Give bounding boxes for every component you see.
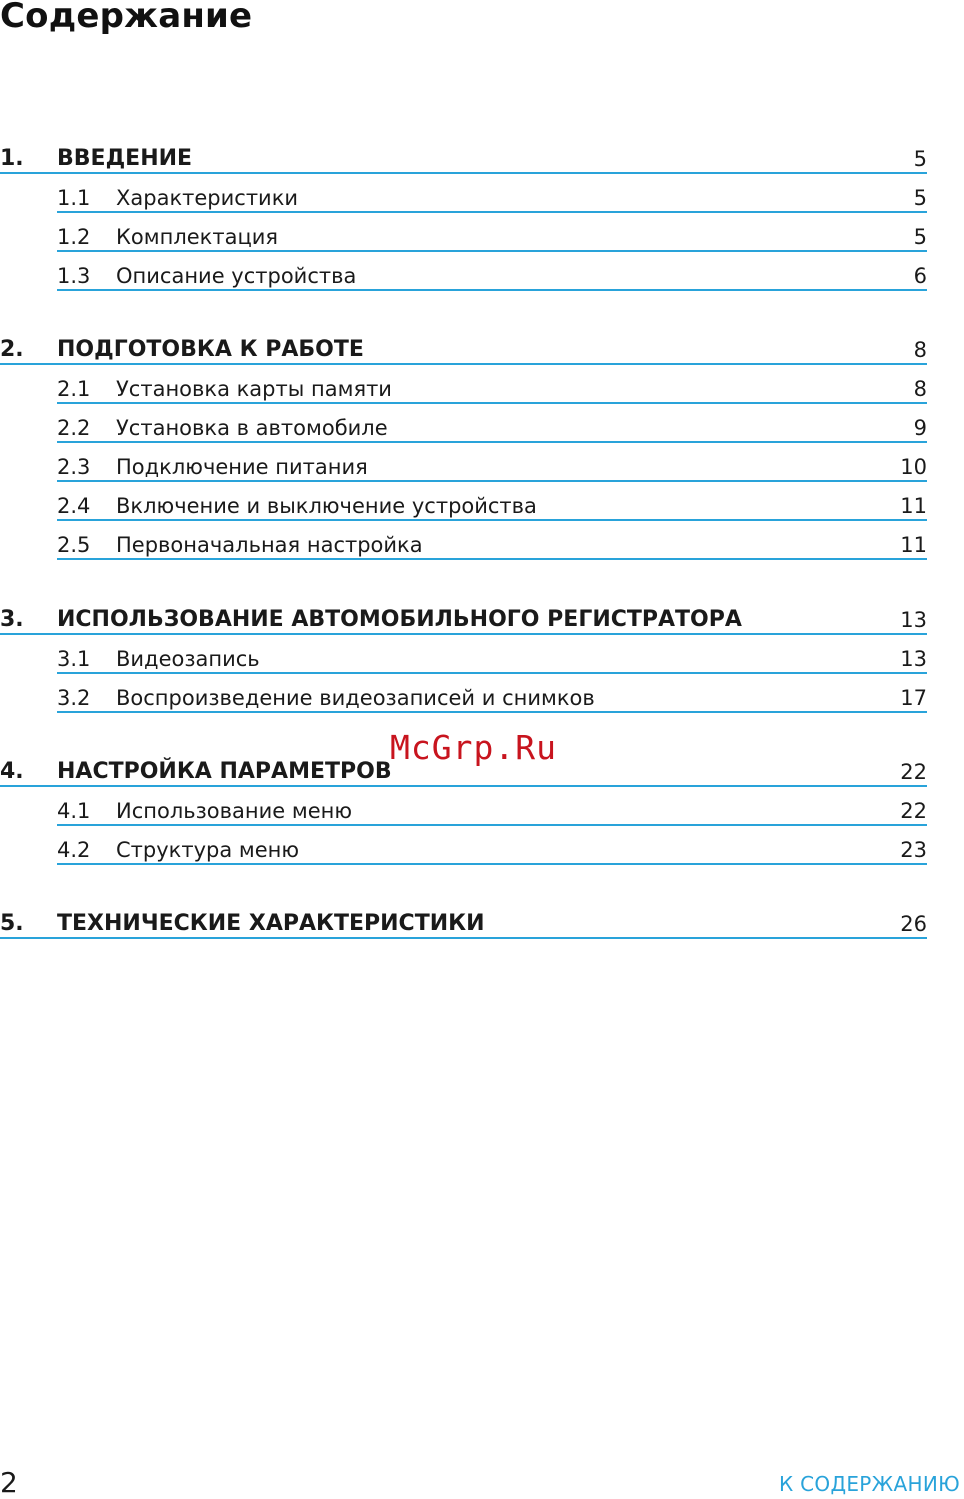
toc-entry-label: ВВЕДЕНИЕ [57, 146, 193, 171]
toc-entry-page: 11 [900, 494, 927, 518]
toc-entry-page: 22 [900, 799, 927, 823]
toc-entry-number: 3.2 [57, 686, 91, 710]
toc-entry-page: 10 [900, 455, 927, 479]
toc-entry-1[interactable] [0, 144, 927, 174]
toc-entry-page: 9 [913, 416, 927, 440]
toc-entry-number: 2.2 [57, 416, 91, 440]
back-to-contents-link[interactable]: К СОДЕРЖАНИЮ [778, 1472, 960, 1496]
toc-entry-label: Характеристики [116, 186, 299, 210]
toc-entry-label: Воспроизведение видеозаписей и снимков [116, 686, 595, 710]
toc-entry-page: 6 [913, 264, 927, 288]
toc-entry-2-1[interactable] [57, 374, 927, 404]
toc-entry-number: 4. [0, 759, 24, 784]
toc-entry-label: Комплектация [116, 225, 279, 249]
toc-entry-page: 5 [913, 225, 927, 249]
toc-entry-number: 2.5 [57, 533, 91, 557]
page-title: Содержание [0, 0, 253, 36]
page-number: 2 [0, 1466, 18, 1499]
toc-entry-1-3[interactable] [57, 261, 927, 291]
toc-entry-3-2[interactable] [57, 683, 927, 713]
toc-entry-page: 11 [900, 533, 927, 557]
toc-entry-number: 1.1 [57, 186, 91, 210]
toc-entry-number: 2.1 [57, 377, 91, 401]
toc-entry-page: 8 [913, 338, 927, 362]
toc-entry-page: 5 [913, 147, 927, 171]
toc-entry-1-2[interactable] [57, 222, 927, 252]
toc-entry-page: 5 [913, 186, 927, 210]
toc-entry-page: 23 [900, 838, 927, 862]
toc-entry-3[interactable] [0, 605, 927, 635]
toc-entry-number: 1. [0, 146, 24, 171]
toc-entry-2-5[interactable] [57, 530, 927, 560]
toc-entry-1-1[interactable] [57, 183, 927, 213]
toc-entry-label: НАСТРОЙКА ПАРАМЕТРОВ [57, 759, 392, 784]
toc-entry-label: Первоначальная настройка [116, 533, 423, 557]
toc-entry-label: Включение и выключение устройства [116, 494, 537, 518]
toc-entry-2-2[interactable] [57, 413, 927, 443]
toc-entry-5[interactable] [0, 909, 927, 939]
toc-entry-2-3[interactable] [57, 452, 927, 482]
toc-entry-page: 13 [900, 608, 927, 632]
toc-entry-label: Подключение питания [116, 455, 368, 479]
toc-entry-label: Установка в автомобиле [116, 416, 388, 440]
toc-entry-label: ИСПОЛЬЗОВАНИЕ АВТОМОБИЛЬНОГО РЕГИСТРАТОРА [57, 607, 742, 632]
toc-entry-label: Структура меню [116, 838, 300, 862]
toc-entry-number: 1.3 [57, 264, 91, 288]
toc-entry-label: Описание устройства [116, 264, 357, 288]
toc-entry-4-1[interactable] [57, 796, 927, 826]
toc-entry-label: ПОДГОТОВКА К РАБОТЕ [57, 337, 364, 362]
toc-entry-number: 1.2 [57, 225, 91, 249]
toc-entry-label: Использование меню [116, 799, 353, 823]
toc-entry-label: ТЕХНИЧЕСКИЕ ХАРАКТЕРИСТИКИ [57, 911, 485, 936]
toc-entry-page: 13 [900, 647, 927, 671]
toc-entry-2[interactable] [0, 335, 927, 365]
toc-entry-label: Видеозапись [116, 647, 260, 671]
toc-entry-page: 26 [900, 912, 927, 936]
toc-entry-number: 4.2 [57, 838, 91, 862]
toc-entry-2-4[interactable] [57, 491, 927, 521]
toc-entry-page: 22 [900, 760, 927, 784]
toc-entry-page: 17 [900, 686, 927, 710]
toc-entry-4-2[interactable] [57, 835, 927, 865]
toc-entry-number: 3. [0, 607, 24, 632]
watermark: McGrp.Ru [390, 728, 557, 767]
toc-entry-number: 2.4 [57, 494, 91, 518]
toc-entry-label: Установка карты памяти [116, 377, 392, 401]
toc-entry-page: 8 [913, 377, 927, 401]
toc-entry-3-1[interactable] [57, 644, 927, 674]
toc-entry-number: 3.1 [57, 647, 91, 671]
toc-entry-number: 2.3 [57, 455, 91, 479]
toc-entry-number: 2. [0, 337, 24, 362]
toc-entry-number: 5. [0, 911, 24, 936]
toc-entry-number: 4.1 [57, 799, 91, 823]
